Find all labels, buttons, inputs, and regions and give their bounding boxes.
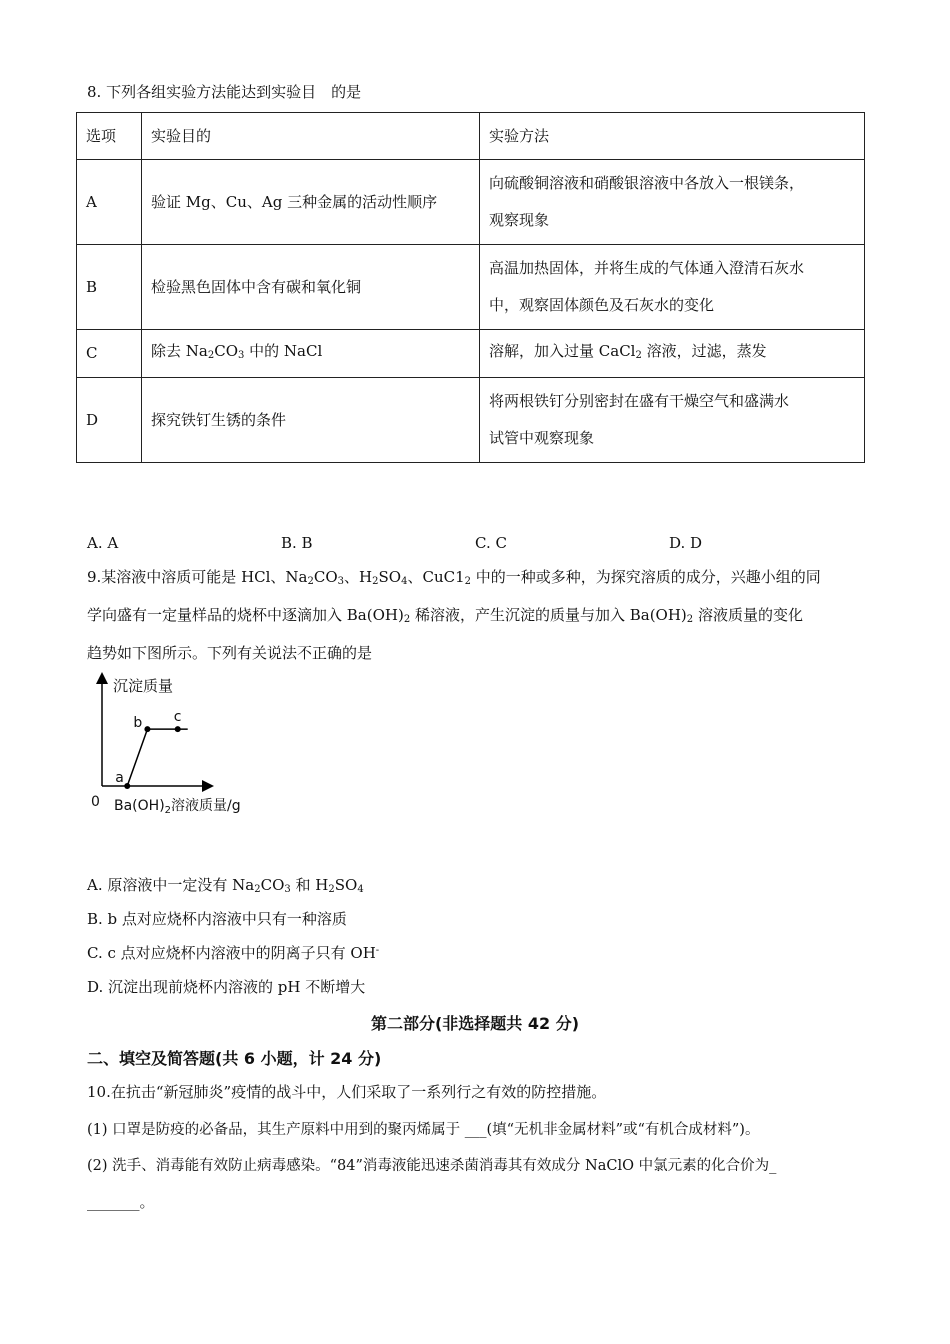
q10-part2: (2) 洗手、消毒能有效防止病毒感染。“84”消毒液能迅速杀菌消毒其有效成分 NaClO 中氯元素的化合价为_ — [87, 1158, 777, 1174]
q9-stem-line1: 9.某溶液中溶质可能是 HCl、$Na_2CO_3$、$H_2SO_4$、$CuC1_2$ 中的一种或多种，为探究溶质的成分，兴趣小组的同 — [87, 568, 821, 587]
q10-part2-blank: _______。 — [87, 1193, 155, 1211]
point-c — [175, 726, 181, 732]
header-method: 实验方法 — [480, 113, 865, 160]
q8-choice-d: D. D — [669, 534, 703, 552]
q9-option-a: A. 原溶液中一定没有 $Na_2CO_3$ 和 $H_2SO_4$ — [87, 876, 364, 895]
row-method: 向硫酸铜溶液和硝酸银溶液中各放入一根镁条， 观察现象 — [480, 160, 865, 245]
table-row — [77, 330, 865, 378]
point-label-a: a — [115, 770, 124, 786]
q8-choice-c: C. C — [475, 534, 507, 552]
point-label-c: c — [173, 709, 182, 726]
header-option: 选项 — [77, 113, 142, 160]
q9-option-c: C. c 点对应烧杯内溶液中的阴离子只有 OH- — [87, 944, 380, 962]
row-option: C — [77, 330, 142, 378]
q9-stem-line2: 学向盛有一定量样品的烧杯中逐滴加入 $Ba(OH)_2$ 稀溶液，产生沉淀的质量与加入 $Ba(OH)_2$ 溶液质量的变化 — [87, 606, 803, 625]
header-purpose: 实验目的 — [142, 113, 480, 160]
point-b — [144, 726, 150, 732]
q9-chart — [80, 668, 280, 820]
row-option: B — [77, 245, 142, 330]
table-row — [77, 378, 865, 463]
q8-table — [76, 112, 865, 463]
row-purpose: 除去 $Na_2CO_3$ 中的 NaCl — [142, 330, 480, 378]
row-purpose: 探究铁钉生锈的条件 — [142, 378, 480, 463]
part2-title: 第二部分(非选择题共 42 分) — [370, 1014, 580, 1033]
q10-part1: (1) 口罩是防疫的必备品，其生产原料中用到的聚丙烯属于 ___(填“无机非金属材料”或“有机合成材料”)。 — [87, 1122, 760, 1138]
row-purpose: 验证 Mg、Cu、Ag 三种金属的活动性顺序 — [142, 160, 480, 245]
row-purpose: 检验黑色固体中含有碳和氧化铜 — [142, 245, 480, 330]
y-axis-label: 沉淀质量 — [113, 677, 174, 695]
row-method: 将两根铁钉分别密封在盛有干燥空气和盛满水 试管中观察现象 — [480, 378, 865, 463]
section-heading: 二、填空及简答题(共 6 小题，计 24 分) — [87, 1049, 382, 1068]
row-option: A — [77, 160, 142, 245]
series-line — [127, 729, 177, 786]
q9-option-d: D. 沉淀出现前烧杯内溶液的 pH 不断增大 — [87, 978, 366, 996]
row-method: 高温加热固体，并将生成的气体通入澄清石灰水 中，观察固体颜色及石灰水的变化 — [480, 245, 865, 330]
q8-choice-b: B. B — [281, 534, 313, 552]
origin-label: 0 — [91, 794, 100, 810]
row-option: D — [77, 378, 142, 463]
table-header-row — [77, 113, 865, 160]
q10-stem: 10.在抗击“新冠肺炎”疫情的战斗中，人们采取了一系列行之有效的防控措施。 — [87, 1083, 607, 1101]
row-method: 溶解，加入过量 CaCl$_2$ 溶液，过滤，蒸发 — [480, 330, 865, 378]
q8-choice-a: A. A — [87, 534, 119, 552]
q9-option-b: B. b 点对应烧杯内溶液中只有一种溶质 — [87, 910, 347, 928]
q9-stem-line3: 趋势如下图所示。下列有关说法不正确的是 — [87, 644, 373, 662]
table-row — [77, 245, 865, 330]
q8-stem: 8. 下列各组实验方法能达到实验目 的是 — [87, 83, 362, 101]
point-a — [124, 783, 130, 789]
point-label-b: b — [133, 715, 143, 732]
x-axis-label: $Ba(OH)_2$溶液质量/g — [114, 798, 241, 816]
table-row — [77, 160, 865, 245]
